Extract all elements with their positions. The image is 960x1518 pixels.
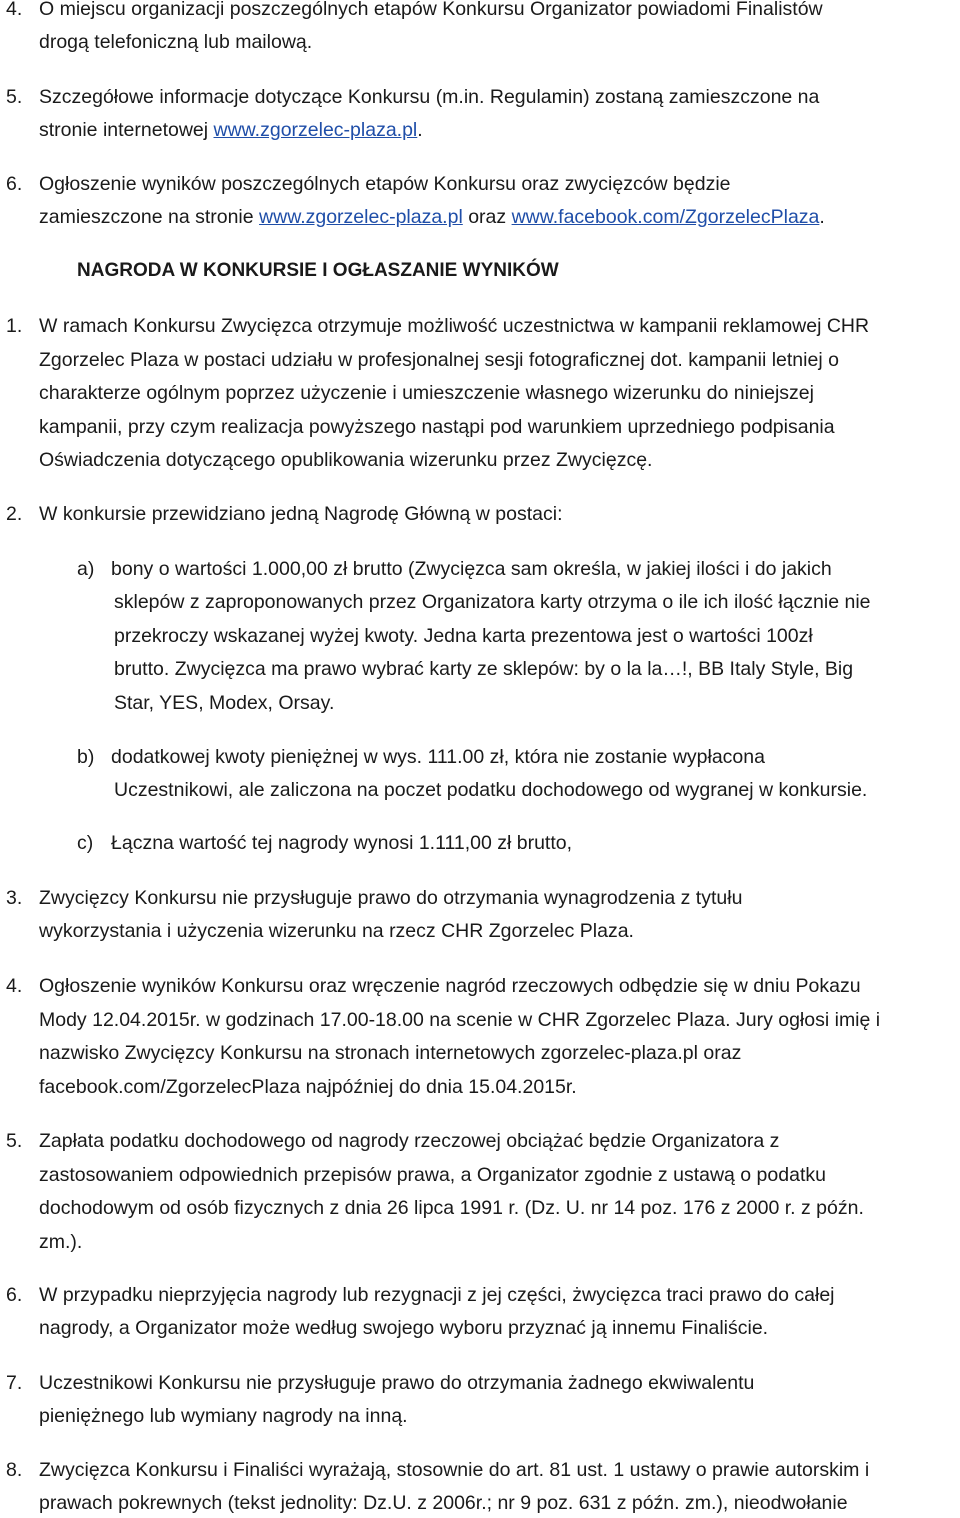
item-number: 4. [6,975,23,997]
item-text-line [39,206,825,229]
item-text-line: pieniężnego lub wymiany nagrody na inną. [39,1405,408,1427]
item-text-line: zastosowaniem odpowiednich przepisów prawa, a Organizator zgodnie z ustawą o podatku [39,1164,826,1186]
facebook-link[interactable]: www.facebook.com/ZgorzelecPlaza [511,206,820,228]
text-fragment: oraz [462,206,512,228]
item-number: 1. [6,315,23,337]
item-number: 5. [6,86,23,108]
sub-item-label: c) [77,832,94,854]
item-text-line: przekroczy wskazanej wyżej kwoty. Jedna karta prezentowa jest o wartości 100zł [114,625,813,647]
item-text-line: Łączna wartość tej nagrody wynosi 1.111,00 zł brutto, [111,832,573,854]
text-fragment: . [417,119,423,141]
section-heading: NAGRODA W KONKURSIE I OGŁASZANIE WYNIKÓW [77,260,559,281]
item-text-line: W ramach Konkursu Zwycięzca otrzymuje możliwość uczestnictwa w kampanii reklamowej CHR [39,315,870,337]
item-text-line: W przypadku nieprzyjęcia nagrody lub rezygnacji z jej części, żwycięzca traci prawo do całej [39,1284,835,1306]
item-text-line: Zwycięzcy Konkursu nie przysługuje prawo do otrzymania wynagrodzenia z tytułu [39,887,743,909]
item-text-line: charakterze ogólnym poprzez użyczenie i umieszczenie własnego wizerunku do niniejszej [39,382,814,404]
item-number: 6. [6,1284,23,1306]
item-text-line: nazwisko Zwycięzcy Konkursu na stronach internetowych zgorzelec-plaza.pl oraz [39,1042,742,1064]
text-fragment: stronie internetowej [39,119,214,141]
item-text-line: kampanii, przy czym realizacja powyższego nastąpi pod warunkiem uprzedniego podpisania [39,416,835,438]
item-text-line: Szczegółowe informacje dotyczące Konkursu (m.in. Regulamin) zostaną zamieszczone na [39,86,820,108]
item-text-line: drogą telefoniczną lub mailową. [39,31,313,53]
text-fragment: zamieszczone na stronie [39,206,260,228]
item-text-line: W konkursie przewidziano jedną Nagrodę Główną w postaci: [39,503,563,525]
item-text-line: Zwycięzca Konkursu i Finaliści wyrażają, stosownie do art. 81 ust. 1 ustawy o prawie autorskim i [39,1459,870,1481]
item-number: 6. [6,173,23,195]
item-text-line: Mody 12.04.2015r. w godzinach 17.00-18.00 na scenie w CHR Zgorzelec Plaza. Jury ogłosi imię i [39,1009,881,1031]
item-text-line: facebook.com/ZgorzelecPlaza najpóźniej do dnia 15.04.2015r. [39,1076,577,1098]
sub-item-label: a) [77,558,95,580]
item-text-line [39,119,423,142]
item-text-line: wykorzystania i użyczenia wizerunku na rzecz CHR Zgorzelec Plaza. [39,920,634,942]
item-number: 2. [6,503,23,525]
website-link[interactable]: www.zgorzelec-plaza.pl [259,206,463,228]
item-text-line: Star, YES, Modex, Orsay. [114,692,335,714]
item-text-line: zm.). [39,1231,83,1253]
text-fragment: . [819,206,825,228]
item-number: 8. [6,1459,23,1481]
website-link[interactable]: www.zgorzelec-plaza.pl [213,119,418,141]
item-text-line: nagrody, a Organizator może według swojego wyboru przyznać ją innemu Finaliście. [39,1317,769,1339]
item-number: 3. [6,887,23,909]
item-text-line: Ogłoszenie wyników Konkursu oraz wręczenie nagród rzeczowych odbędzie się w dniu Pokazu [39,975,861,997]
item-text-line: prawach pokrewnych (tekst jednolity: Dz.U. z 2006r.; nr 9 poz. 631 z późn. zm.), nieodwołanie [39,1492,848,1514]
item-text-line: Uczestnikowi, ale zaliczona na poczet podatku dochodowego od wygranej w konkursie. [114,779,868,801]
item-text-line: sklepów z zaproponowanych przez Organizatora karty otrzyma o ile ich ilość łącznie nie [114,591,871,613]
sub-item-label: b) [77,746,95,768]
item-text-line: Ogłoszenie wyników poszczególnych etapów Konkursu oraz zwycięzców będzie [39,173,731,195]
item-text-line: Oświadczenia dotyczącego opublikowania wizerunku przez Zwycięzcę. [39,449,653,471]
item-number: 4. [6,0,23,20]
item-text-line: Uczestnikowi Konkursu nie przysługuje prawo do otrzymania żadnego ekwiwalentu [39,1372,755,1394]
item-text-line: dochodowym od osób fizycznych z dnia 26 lipca 1991 r. (Dz. U. nr 14 poz. 176 z 2000 r. z późn. [39,1197,864,1219]
item-text-line: Zgorzelec Plaza w postaci udziału w profesjonalnej sesji fotograficznej dot. kampanii letniej o [39,349,839,371]
item-number: 5. [6,1130,23,1152]
item-number: 7. [6,1372,23,1394]
item-text-line: O miejscu organizacji poszczególnych etapów Konkursu Organizator powiadomi Finalistów [39,0,823,20]
item-text-line: dodatkowej kwoty pieniężnej w wys. 111.00 zł, która nie zostanie wypłacona [111,746,765,768]
item-text-line: brutto. Zwycięzca ma prawo wybrać karty ze sklepów: by o la la…!, BB Italy Style, Big [114,658,854,680]
item-text-line: bony o wartości 1.000,00 zł brutto (Zwycięzca sam określa, w jakiej ilości i do jakich [111,558,832,580]
item-text-line: Zapłata podatku dochodowego od nagrody rzeczowej obciążać będzie Organizatora z [39,1130,780,1152]
